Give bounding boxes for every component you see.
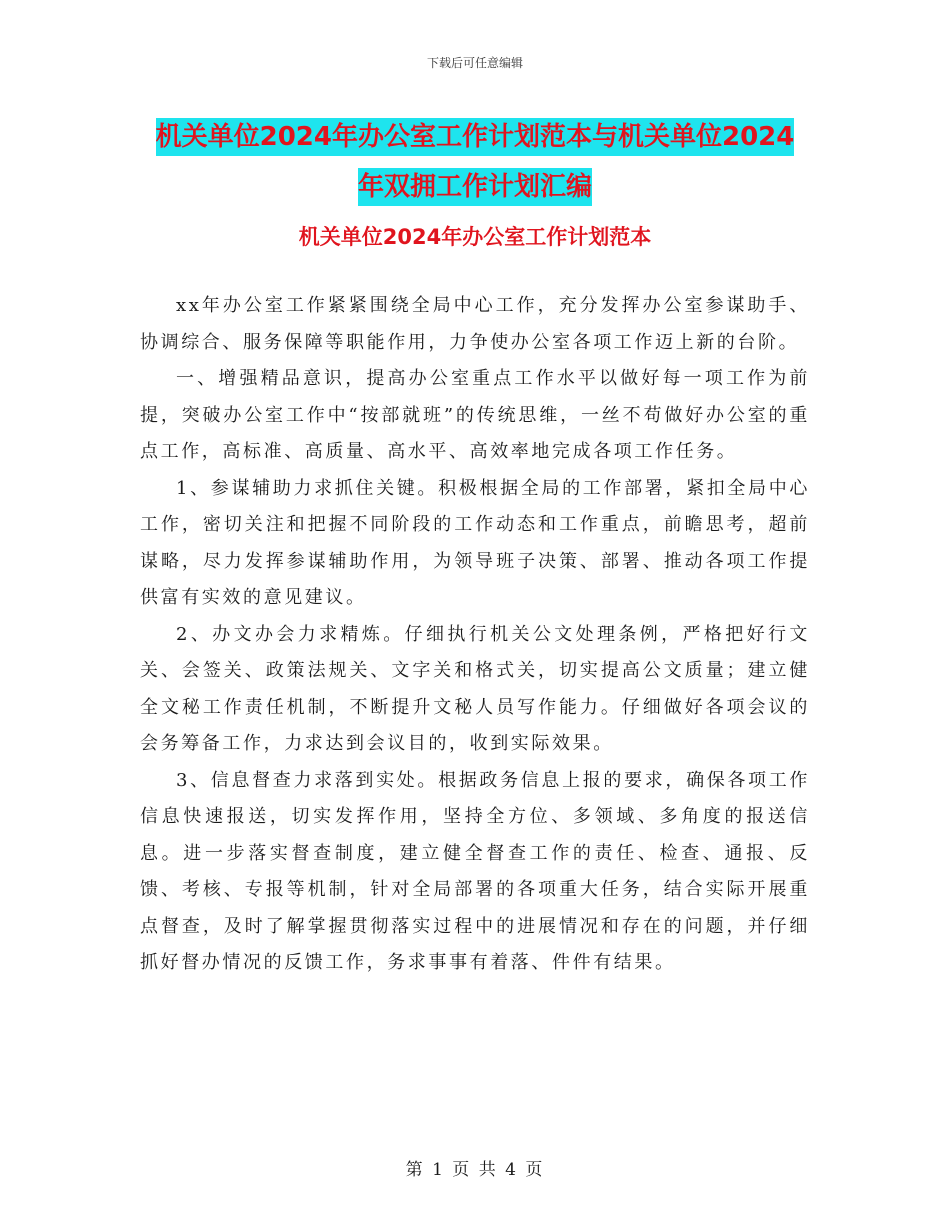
document-title-line-1: 机关单位2024年办公室工作计划范本与机关单位2024 — [156, 118, 795, 156]
paragraph-item-2: 2、办文办会力求精炼。仔细执行机关公文处理条例，严格把好行文关、会签关、政策法规关、文字关和格式关，切实提高公文质量；建立健全文秘工作责任机制，不断提升文秘人员写作能力。仔细做好各项会议的会务筹备工作，力求达到会议目的，收到实际效果。 — [140, 623, 810, 754]
page-number: 第 1 页 共 4 页 — [405, 1160, 545, 1180]
body-text — [140, 288, 810, 982]
paragraph-item-3: 3、信息督查力求落到实处。根据政务信息上报的要求，确保各项工作信息快速报送，切实发挥作用，坚持全方位、多领域、多角度的报送信息。进一步落实督查制度，建立健全督查工作的责任、检查、通报、反馈、考核、专报等机制，针对全局部署的各项重大任务，结合实际开展重点督查，及时了解掌握贯彻落实过程中的进展情况和存在的问题，并仔细抓好督办情况的反馈工作，务求事事有着落、件件有结果。 — [140, 769, 810, 973]
page-header-note: 下载后可任意编辑 — [426, 56, 523, 70]
section-title: 机关单位2024年办公室工作计划范本 — [298, 225, 652, 249]
paragraph-intro: xx年办公室工作紧紧围绕全局中心工作，充分发挥办公室参谋助手、协调综合、服务保障等职能作用，力争使办公室各项工作迈上新的台阶。 — [140, 295, 810, 353]
document-title — [140, 112, 810, 212]
document-title-line-2: 年双拥工作计划汇编 — [358, 168, 592, 206]
paragraph-item-1: 1、参谋辅助力求抓住关键。积极根据全局的工作部署，紧扣全局中心工作，密切关注和把握不同阶段的工作动态和工作重点，前瞻思考，超前谋略，尽力发挥参谋辅助作用，为领导班子决策、部署、推动各项工作提供富有实效的意见建议。 — [140, 477, 810, 608]
paragraph-section-1: 一、增强精品意识，提高办公室重点工作水平以做好每一项工作为前提，突破办公室工作中“按部就班”的传统思维，一丝不苟做好办公室的重点工作，高标准、高质量、高水平、高效率地完成各项工作任务。 — [140, 368, 810, 462]
